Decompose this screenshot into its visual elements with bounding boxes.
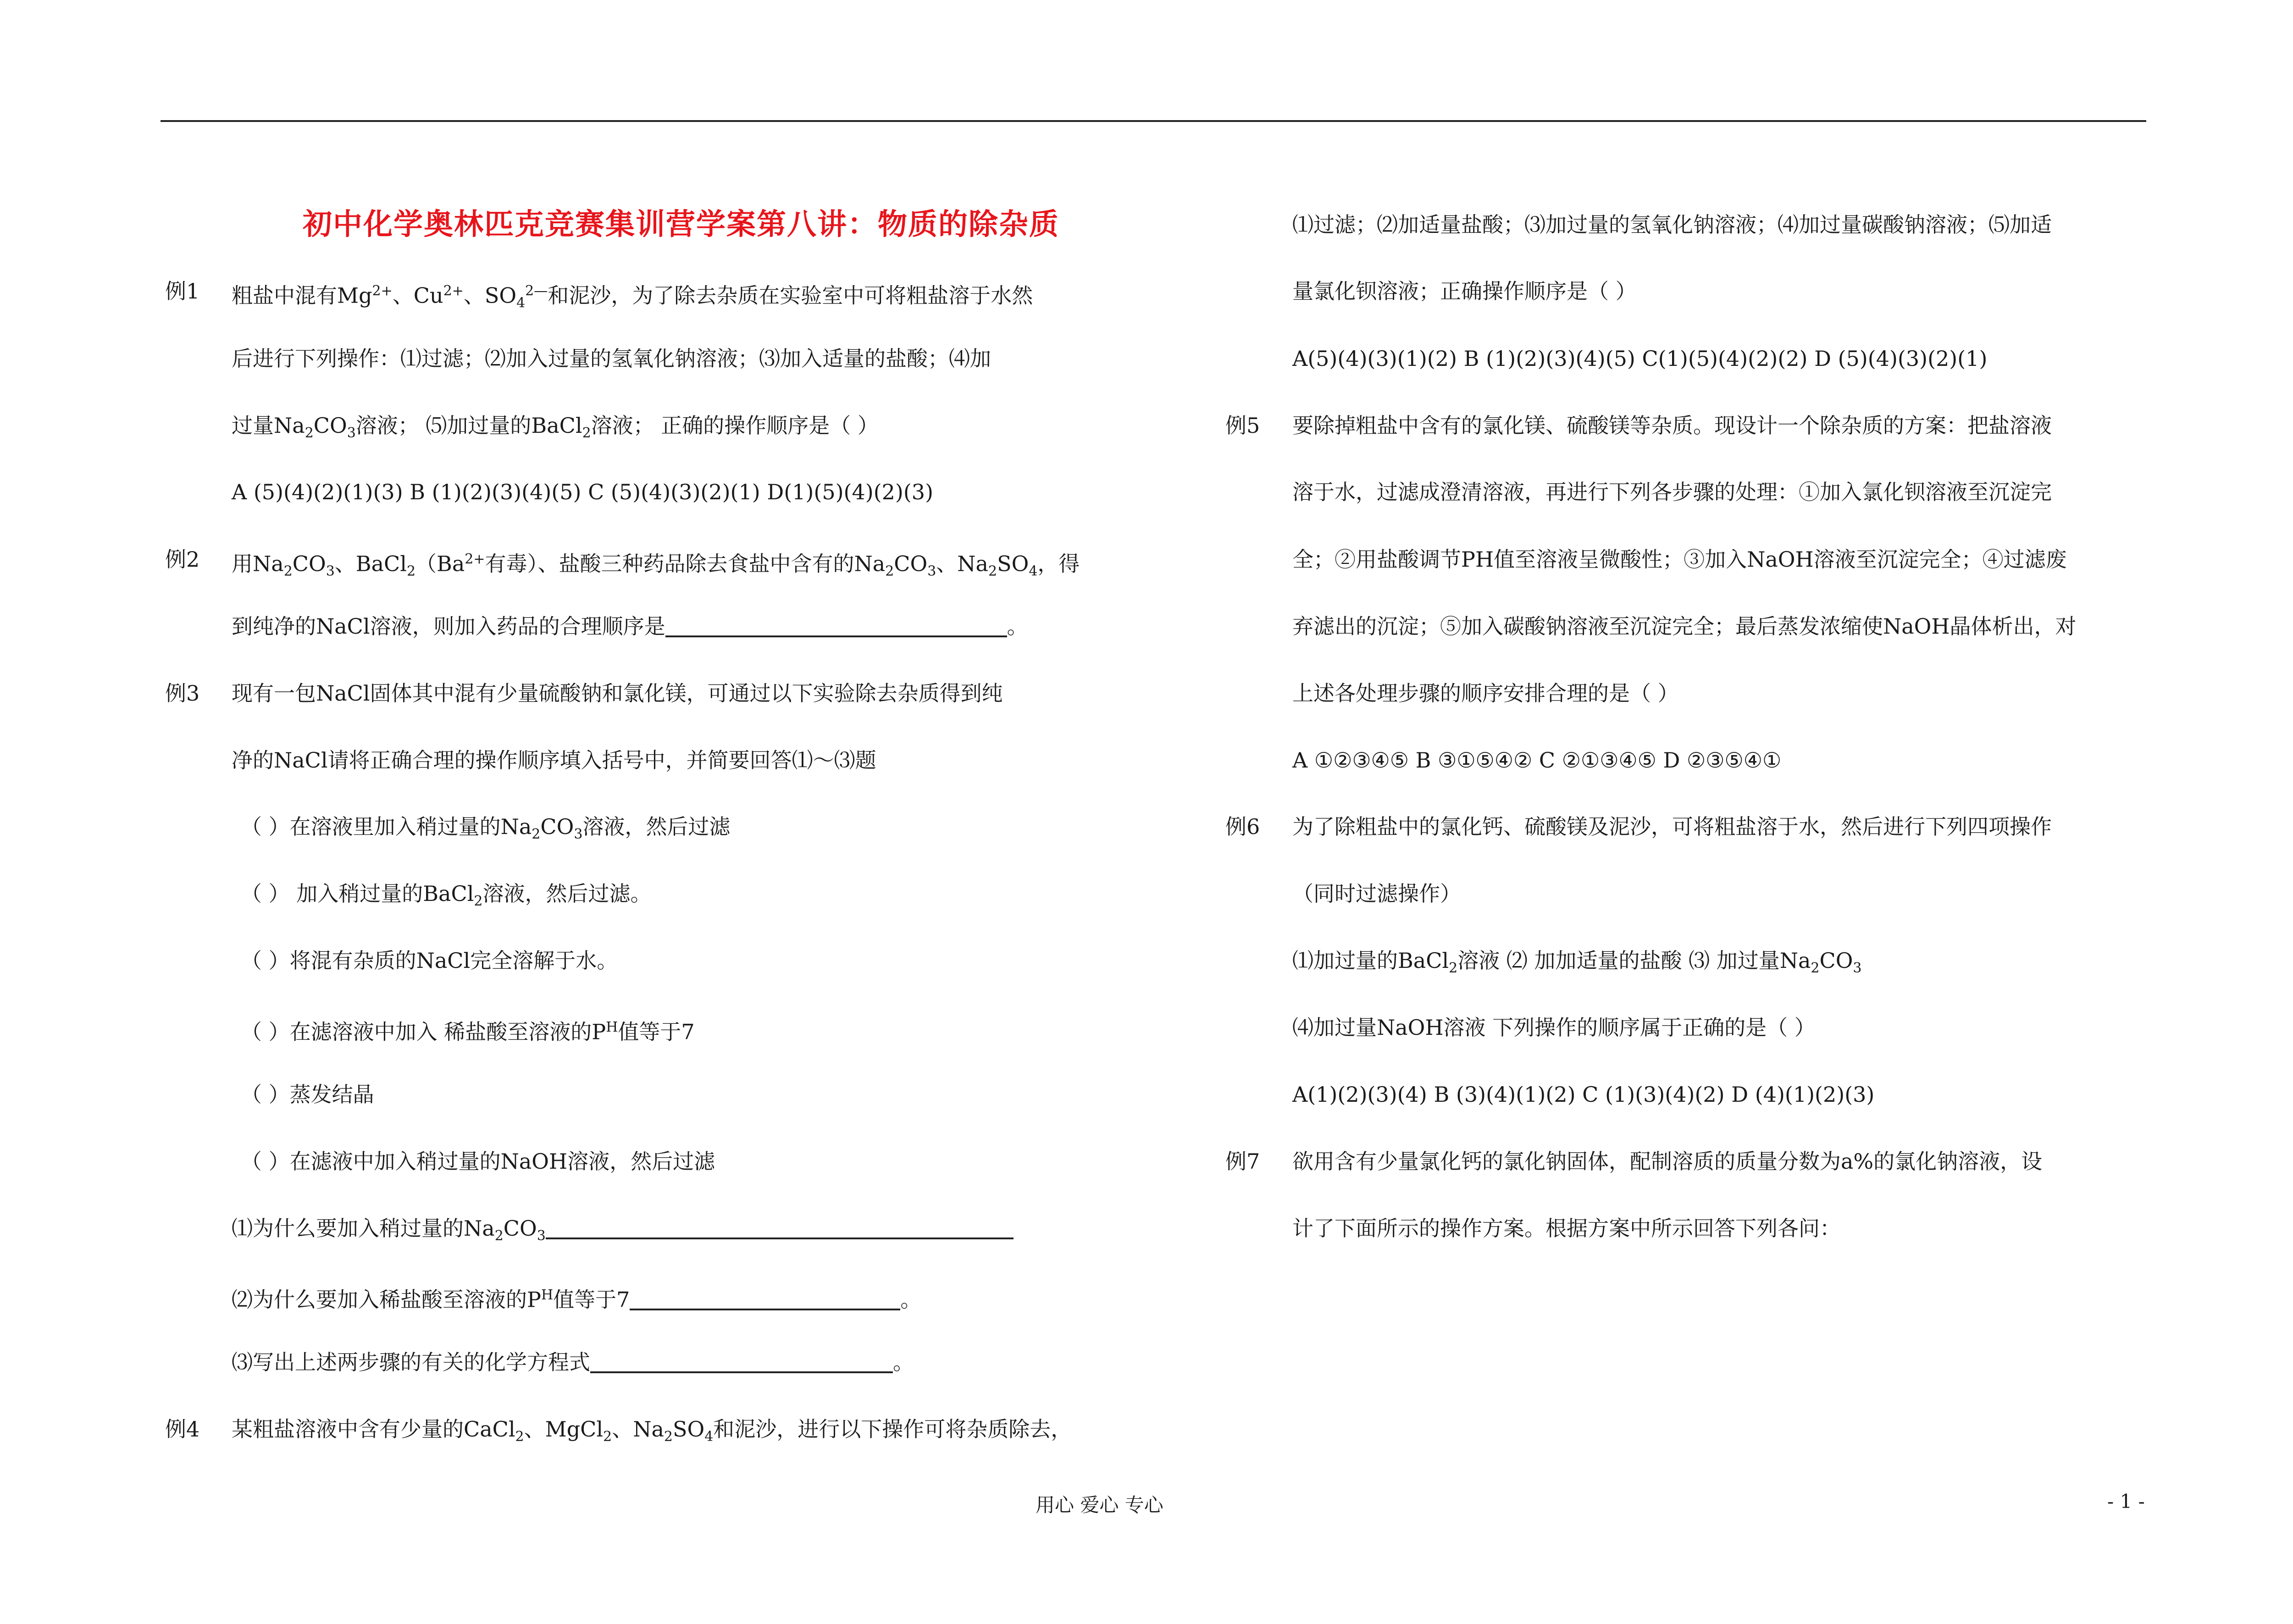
example-6-label: 例6 [1225,814,1260,839]
answer-blank[interactable] [546,1219,1014,1239]
example-3-step-4: （ ）在滤溶液中加入 稀盐酸至溶液的$P^H$值等于7 [241,1019,695,1044]
example-4-line-3: 量氯化钡溶液；正确操作顺序是（ ） [1292,279,1637,304]
example-5-line-1: 要除掉粗盐中含有的氯化镁、硫酸镁等杂质。现设计一个除杂质的方案：把盐溶液 [1292,413,2052,438]
example-3-step-2: （ ） 加入稍过量的BaCl$_2$溶液，然后过滤。 [241,881,652,910]
example-6-line-3: ⑴加过量的BaCl$_2$溶液 ⑵ 加加适量的盐酸 ⑶ 加过量$Na_2CO_3$ [1292,948,1862,977]
example-1-line-3: 过量$Na_2CO_3$溶液； ⑸加过量的BaCl$_2$溶液； 正确的操作顺序是（ ） [232,413,879,442]
example-4-line-1: 某粗盐溶液中含有少量的CaCl$_2$、MgCl$_2$、$Na_2SO_4$和泥沙，进行以下操作可将杂质除去， [232,1417,1072,1445]
example-3-step-6: （ ）在滤液中加入稍过量的NaOH溶液，然后过滤 [241,1149,715,1174]
example-3-label: 例3 [165,681,200,706]
example-3-question-1: ⑴为什么要加入稍过量的$Na_2CO_3$ [232,1215,1014,1250]
example-5-line-2: 溶于水，过滤成澄清溶液，再进行下列各步骤的处理：①加入氯化钡溶液至沉淀完 [1292,480,2052,504]
example-4-options: A(5)(4)(3)(1)(2) B (1)(2)(3)(4)(5) C(1)(5)(4)(2)(2) D (5)(4)(3)(2)(1) [1292,346,1988,371]
page-number: - 1 - [2107,1490,2145,1513]
footer-motto: 用心 爱心 专心 [1036,1494,1163,1516]
example-1-line-2: 后进行下列操作：⑴过滤；⑵加入过量的氢氧化钠溶液；⑶加入适量的盐酸；⑷加 [232,346,991,371]
example-3-line-2: 净的NaCl请将正确合理的操作顺序填入括号中，并简要回答⑴～⑶题 [232,748,876,773]
example-6-line-2: （同时过滤操作） [1292,881,1461,906]
answer-blank[interactable] [590,1353,893,1373]
example-6-options: A(1)(2)(3)(4) B (3)(4)(1)(2) C (1)(3)(4)(2) D (4)(1)(2)(3) [1292,1082,1875,1107]
example-7-line-2: 计了下面所示的操作方案。根据方案中所示回答下列各问： [1292,1216,1841,1241]
header-rule [161,120,2146,122]
example-5-label: 例5 [1225,413,1260,438]
example-6-line-1: 为了除粗盐中的氯化钙、硫酸镁及泥沙，可将粗盐溶于水，然后进行下列四项操作 [1292,814,2052,839]
example-3-step-1: （ ）在溶液里加入稍过量的$Na_2CO_3$溶液，然后过滤 [241,814,731,843]
example-2-label: 例2 [165,547,200,572]
example-3-question-2: ⑵为什么要加入稀盐酸至溶液的$P^H$值等于7 。 [232,1287,922,1312]
example-5-options: A ①②③④⑤ B ③①⑤④② C ②①③④⑤ D ②③⑤④① [1292,748,1782,773]
answer-blank[interactable] [665,617,1007,637]
example-3-step-3: （ ）将混有杂质的NaCl完全溶解于水。 [241,948,618,973]
example-5-line-5: 上述各处理步骤的顺序安排合理的是（ ） [1292,681,1679,706]
example-4-line-2: ⑴过滤；⑵加适量盐酸；⑶加过量的氢氧化钠溶液；⑷加过量碳酸钠溶液；⑸加适 [1292,212,2052,237]
example-7-line-1: 欲用含有少量氯化钙的氯化钠固体，配制溶质的质量分数为a%的氯化钠溶液，设 [1292,1149,2043,1174]
example-5-line-3: 全；②用盐酸调节PH值至溶液呈微酸性；③加入NaOH溶液至沉淀完全；④过滤废 [1292,547,2067,572]
example-3-question-3: ⑶写出上述两步骤的有关的化学方程式 。 [232,1350,914,1375]
example-4-label: 例4 [165,1417,200,1442]
example-3-step-5: （ ）蒸发结晶 [241,1082,374,1107]
example-1-line-1: 粗盐中混有$Mg^{2+}$、$Cu^{2+}$、$SO_4^{2—}$和泥沙，为了除去杂质在实验室中可将粗盐溶于水然 [232,283,1033,311]
example-1-label: 例1 [165,279,200,304]
example-2-line-1: 用$Na_2CO_3$、$BaCl_2(Ba^{2+}$有毒）、盐酸三种药品除去食盐中含有的$Na_2CO_3$、$Na_2SO_4$，得 [232,551,1080,580]
example-7-label: 例7 [1225,1149,1260,1174]
example-3-line-1: 现有一包NaCl固体其中混有少量硫酸钠和氯化镁，可通过以下实验除去杂质得到纯 [232,681,1003,706]
example-1-options: A (5)(4)(2)(1)(3) B (1)(2)(3)(4)(5) C (5)(4)(3)(2)(1) D(1)(5)(4)(2)(3) [232,480,934,504]
answer-blank[interactable] [630,1290,900,1310]
example-6-line-4: ⑷加过量NaOH溶液 下列操作的顺序属于正确的是（ ） [1292,1015,1816,1040]
page-title: 初中化学奥林匹克竞赛集训营学案第八讲：物质的除杂质 [303,207,1059,242]
example-5-line-4: 弃滤出的沉淀；⑤加入碳酸钠溶液至沉淀完全；最后蒸发浓缩使NaOH晶体析出，对 [1292,614,2077,639]
example-2-line-2: 到纯净的NaCl溶液，则加入药品的合理顺序是 。 [232,614,1028,639]
